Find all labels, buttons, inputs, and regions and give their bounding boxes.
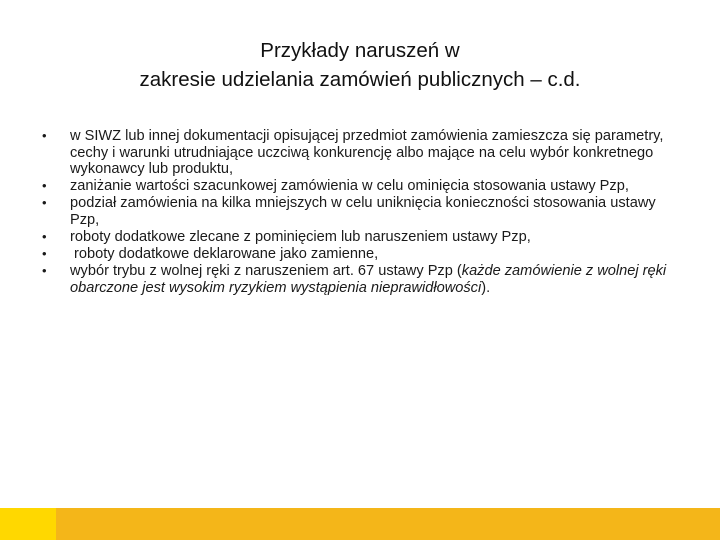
bullet-text: zaniżanie wartości szacunkowej zamówienia w celu ominięcia stosowania ustawy Pzp, (70, 178, 629, 195)
list-item (42, 229, 682, 246)
list-item (42, 263, 682, 296)
bullet-icon: • (42, 246, 47, 262)
bullet-text: w SIWZ lub innej dokumentacji opisującej przedmiot zamówienia zamieszcza się parametry, cechy i warunki utrudniające uczciwą konkurencję albo mające na celu wybór konkretnego wykonawcy lub produktu, (70, 128, 664, 178)
list-item (42, 178, 682, 195)
bullet-icon: • (42, 195, 47, 211)
slide-title-line-2: zakresie udzielania zamówień publicznych – c.d. (139, 68, 581, 91)
slide-title-line-1: Przykłady naruszeń w (260, 39, 460, 62)
bullet-icon: • (42, 178, 47, 194)
bullet-icon: • (42, 229, 47, 245)
list-item (42, 195, 682, 228)
bullet-text: roboty dodatkowe zlecane z pominięciem lub naruszeniem ustawy Pzp, (70, 229, 531, 246)
bullet-text-italic: każde zamówienie z wolnej ręki obarczone jest wysokim ryzykiem wystąpienia nieprawidłowości (70, 263, 667, 296)
bullet-text: roboty dodatkowe deklarowane jako zamienne, (74, 246, 379, 263)
bullet-text-plain: wybór trybu z wolnej ręki z naruszeniem art. 67 ustawy Pzp ( (70, 263, 462, 280)
list-item (42, 246, 682, 263)
bullet-list (42, 128, 682, 297)
bullet-text-end: ). (481, 279, 491, 296)
bullet-text: podział zamówienia na kilka mniejszych w celu uniknięcia konieczności stosowania ustawy Pzp, (70, 195, 656, 228)
bullet-icon: • (42, 128, 47, 143)
bullet-text (70, 263, 682, 296)
footer-bar (0, 508, 720, 540)
bullet-icon: • (42, 263, 47, 279)
slide-title (40, 36, 680, 94)
list-item (42, 128, 682, 178)
footer-accent-block (0, 508, 56, 540)
